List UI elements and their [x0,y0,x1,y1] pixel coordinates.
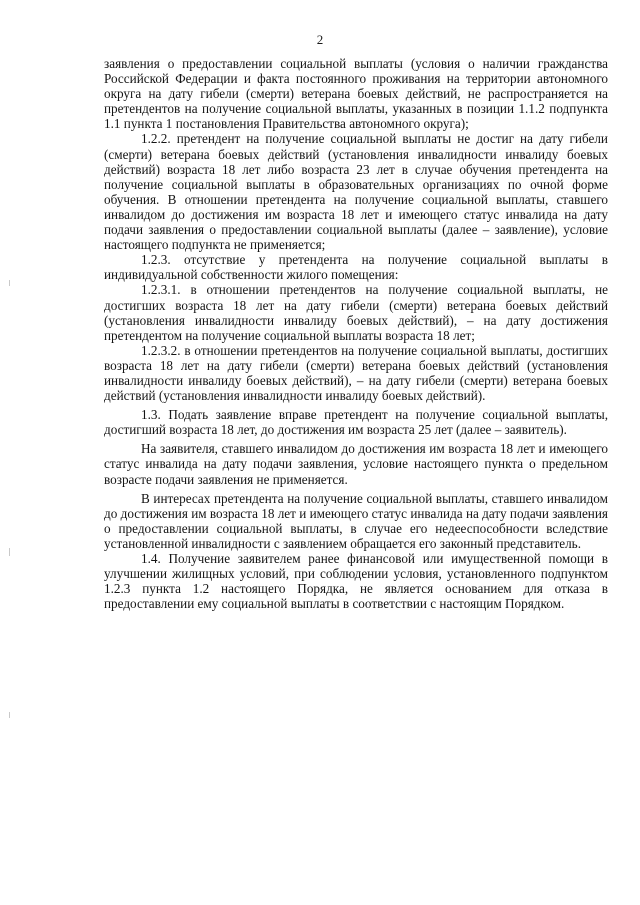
scan-mark [9,280,10,286]
paragraph-1-3: 1.3. Подать заявление вправе претендент на получение социальной выплаты, достигший возраста 18 лет, до достижения им возраста 25 лет (далее – заявитель). [104,407,608,438]
scan-mark [9,548,10,556]
paragraph-1-4: 1.4. Получение заявителем ранее финансовой или имущественной помощи в улучшении жилищных условий, при соблюдении условия, установленного подпунктом 1.2.3 пункта 1.2 настоящего Порядка, не является основанием для отказа в предоставлении ему социальной выплаты в соответствии с настоящим Порядком. [104,551,608,612]
paragraph-applicant-disabled: На заявителя, ставшего инвалидом до достижения им возраста 18 лет и имеющего статус инвалида на дату подачи заявления, условие настоящего пункта о предельном возрасте подачи заявления не применяется. [104,441,608,487]
document-body [104,56,608,611]
paragraph-legal-representative: В интересах претендента на получение социальной выплаты, ставшего инвалидом до достижения им возраста 18 лет и имеющего статус инвалида на дату подачи заявления о предоставлении социальной выплаты, в случае его недееспособности вследствие установленной инвалидности с заявлением обращается его законный представитель. [104,490,608,551]
paragraph-1-2-2: 1.2.2. претендент на получение социальной выплаты не достиг на дату гибели (смерти) ветерана боевых действий (установления инвалидности инвалиду боевых действий) возраста 18 лет либо возраста 23 лет в случае обучения претендента на получение социальной выплаты в образовательных организациях по очной форме обучения. В отношении претендента на получение социальной выплаты, ставшего инвалидом до достижения им возраста 18 лет и имеющего статус инвалида на дату подачи заявления о предоставлении социальной выплаты (далее – заявление), условие настоящего подпункта не применяется; [104,131,608,253]
scan-mark [9,712,10,718]
paragraph-1-2-3: 1.2.3. отсутствие у претендента на получение социальной выплаты в индивидуальной собственности жилого помещения: [104,252,608,283]
page-number: 2 [316,32,324,47]
paragraph-1-2-3-2: 1.2.3.2. в отношении претендентов на получение социальной выплаты, достигших возраста 18 лет на дату гибели (смерти) ветерана боевых действий (установления инвалидности инвалиду боевых действий), – на дату гибели (смерти) ветерана боевых действий (установления инвалидности инвалиду боевых действий). [104,342,608,404]
paragraph-continuation: заявления о предоставлении социальной выплаты (условия о наличии гражданства Российской Федерации и факта постоянного проживания на территории автономного округа на дату гибели (смерти) ветерана боевых действий, не распространяется на претендентов на получение социальной выплаты, указанных в позиции 1.1.2 подпункта 1.1 пункта 1 постановления Правительства автономного округа); [104,56,608,132]
paragraph-1-2-3-1: 1.2.3.1. в отношении претендентов на получение социальной выплаты, не достигших возраста 18 лет на дату гибели (смерти) ветерана боевых действий (установления инвалидности инвалиду боевых действий), – на дату достижения претендентом на получение социальной выплаты возраста 18 лет; [104,282,608,343]
